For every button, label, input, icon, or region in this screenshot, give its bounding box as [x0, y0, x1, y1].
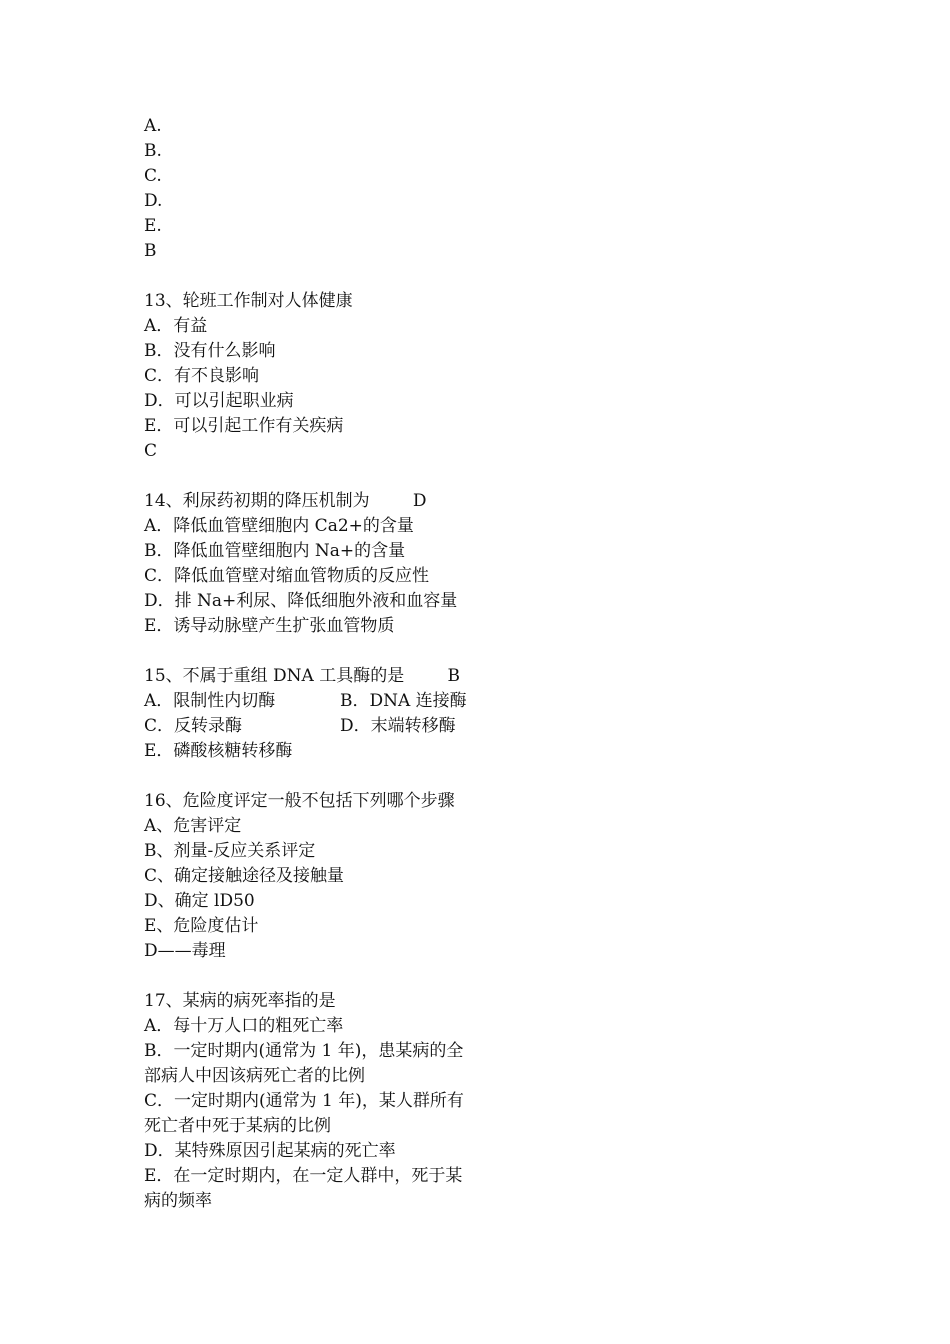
option-a: A．限制性内切酶	[144, 691, 276, 711]
question-stem: 13、轮班工作制对人体健康	[144, 291, 353, 311]
question-14	[144, 489, 864, 639]
spacer	[144, 639, 864, 664]
spacer	[144, 464, 864, 489]
option-c: C、确定接触途径及接触量	[144, 866, 345, 886]
option-e: E．可以引起工作有关疾病	[144, 416, 344, 436]
option-e: E.	[144, 216, 162, 236]
option-row	[144, 689, 864, 714]
option-d: D．末端转移酶	[340, 716, 456, 736]
option-e: E．诱导动脉壁产生扩张血管物质	[144, 616, 395, 636]
spacer	[144, 764, 864, 789]
answer: B	[144, 241, 157, 261]
option-b-continued: 部病人中因该病死亡者的比例	[144, 1066, 365, 1086]
option-d: D.	[144, 191, 163, 211]
option-c: C．一定时期内(通常为 1 年)，某人群所有	[144, 1091, 464, 1111]
option-c: C．有不良影响	[144, 366, 260, 386]
answer: D——毒理	[144, 941, 226, 961]
option-e-continued: 病的频率	[144, 1191, 212, 1211]
option-a: A．每十万人口的粗死亡率	[144, 1016, 344, 1036]
option-c: C．反转录酶	[144, 716, 243, 736]
question-13	[144, 289, 864, 464]
question-stem: 15、不属于重组 DNA 工具酶的是 B	[144, 666, 460, 686]
option-c: C.	[144, 166, 162, 186]
spacer	[144, 964, 864, 989]
option-d: D．某特殊原因引起某病的死亡率	[144, 1141, 396, 1161]
question-block-prev	[144, 114, 864, 264]
option-e: E．在一定时期内，在一定人群中，死于某	[144, 1166, 463, 1186]
spacer	[144, 264, 864, 289]
option-row	[144, 714, 864, 739]
option-a: A、危害评定	[144, 816, 242, 836]
option-d: D．排 Na+利尿、降低细胞外液和血容量	[144, 591, 458, 611]
option-c: C．降低血管壁对缩血管物质的反应性	[144, 566, 430, 586]
option-b: B．没有什么影响	[144, 341, 276, 361]
option-d: D．可以引起职业病	[144, 391, 294, 411]
question-stem: 17、某病的病死率指的是	[144, 991, 336, 1011]
question-16	[144, 789, 864, 964]
question-stem: 16、危险度评定一般不包括下列哪个步骤	[144, 791, 455, 811]
question-stem: 14、利尿药初期的降压机制为 D	[144, 491, 427, 511]
question-15	[144, 664, 864, 764]
option-b: B．降低血管壁细胞内 Na+的含量	[144, 541, 406, 561]
option-b: B.	[144, 141, 162, 161]
option-b: B．DNA 连接酶	[340, 691, 467, 711]
question-17	[144, 989, 864, 1214]
option-a: A.	[144, 116, 162, 136]
option-b: B、剂量-反应关系评定	[144, 841, 316, 861]
option-e: E．磷酸核糖转移酶	[144, 741, 293, 761]
document-page	[144, 114, 864, 1214]
option-a: A．有益	[144, 316, 208, 336]
option-e: E、危险度估计	[144, 916, 259, 936]
option-a: A．降低血管壁细胞内 Ca2+的含量	[144, 516, 414, 536]
option-c-continued: 死亡者中死于某病的比例	[144, 1116, 331, 1136]
answer: C	[144, 441, 158, 461]
option-d: D、确定 lD50	[144, 891, 255, 911]
option-b: B．一定时期内(通常为 1 年)，患某病的全	[144, 1041, 464, 1061]
